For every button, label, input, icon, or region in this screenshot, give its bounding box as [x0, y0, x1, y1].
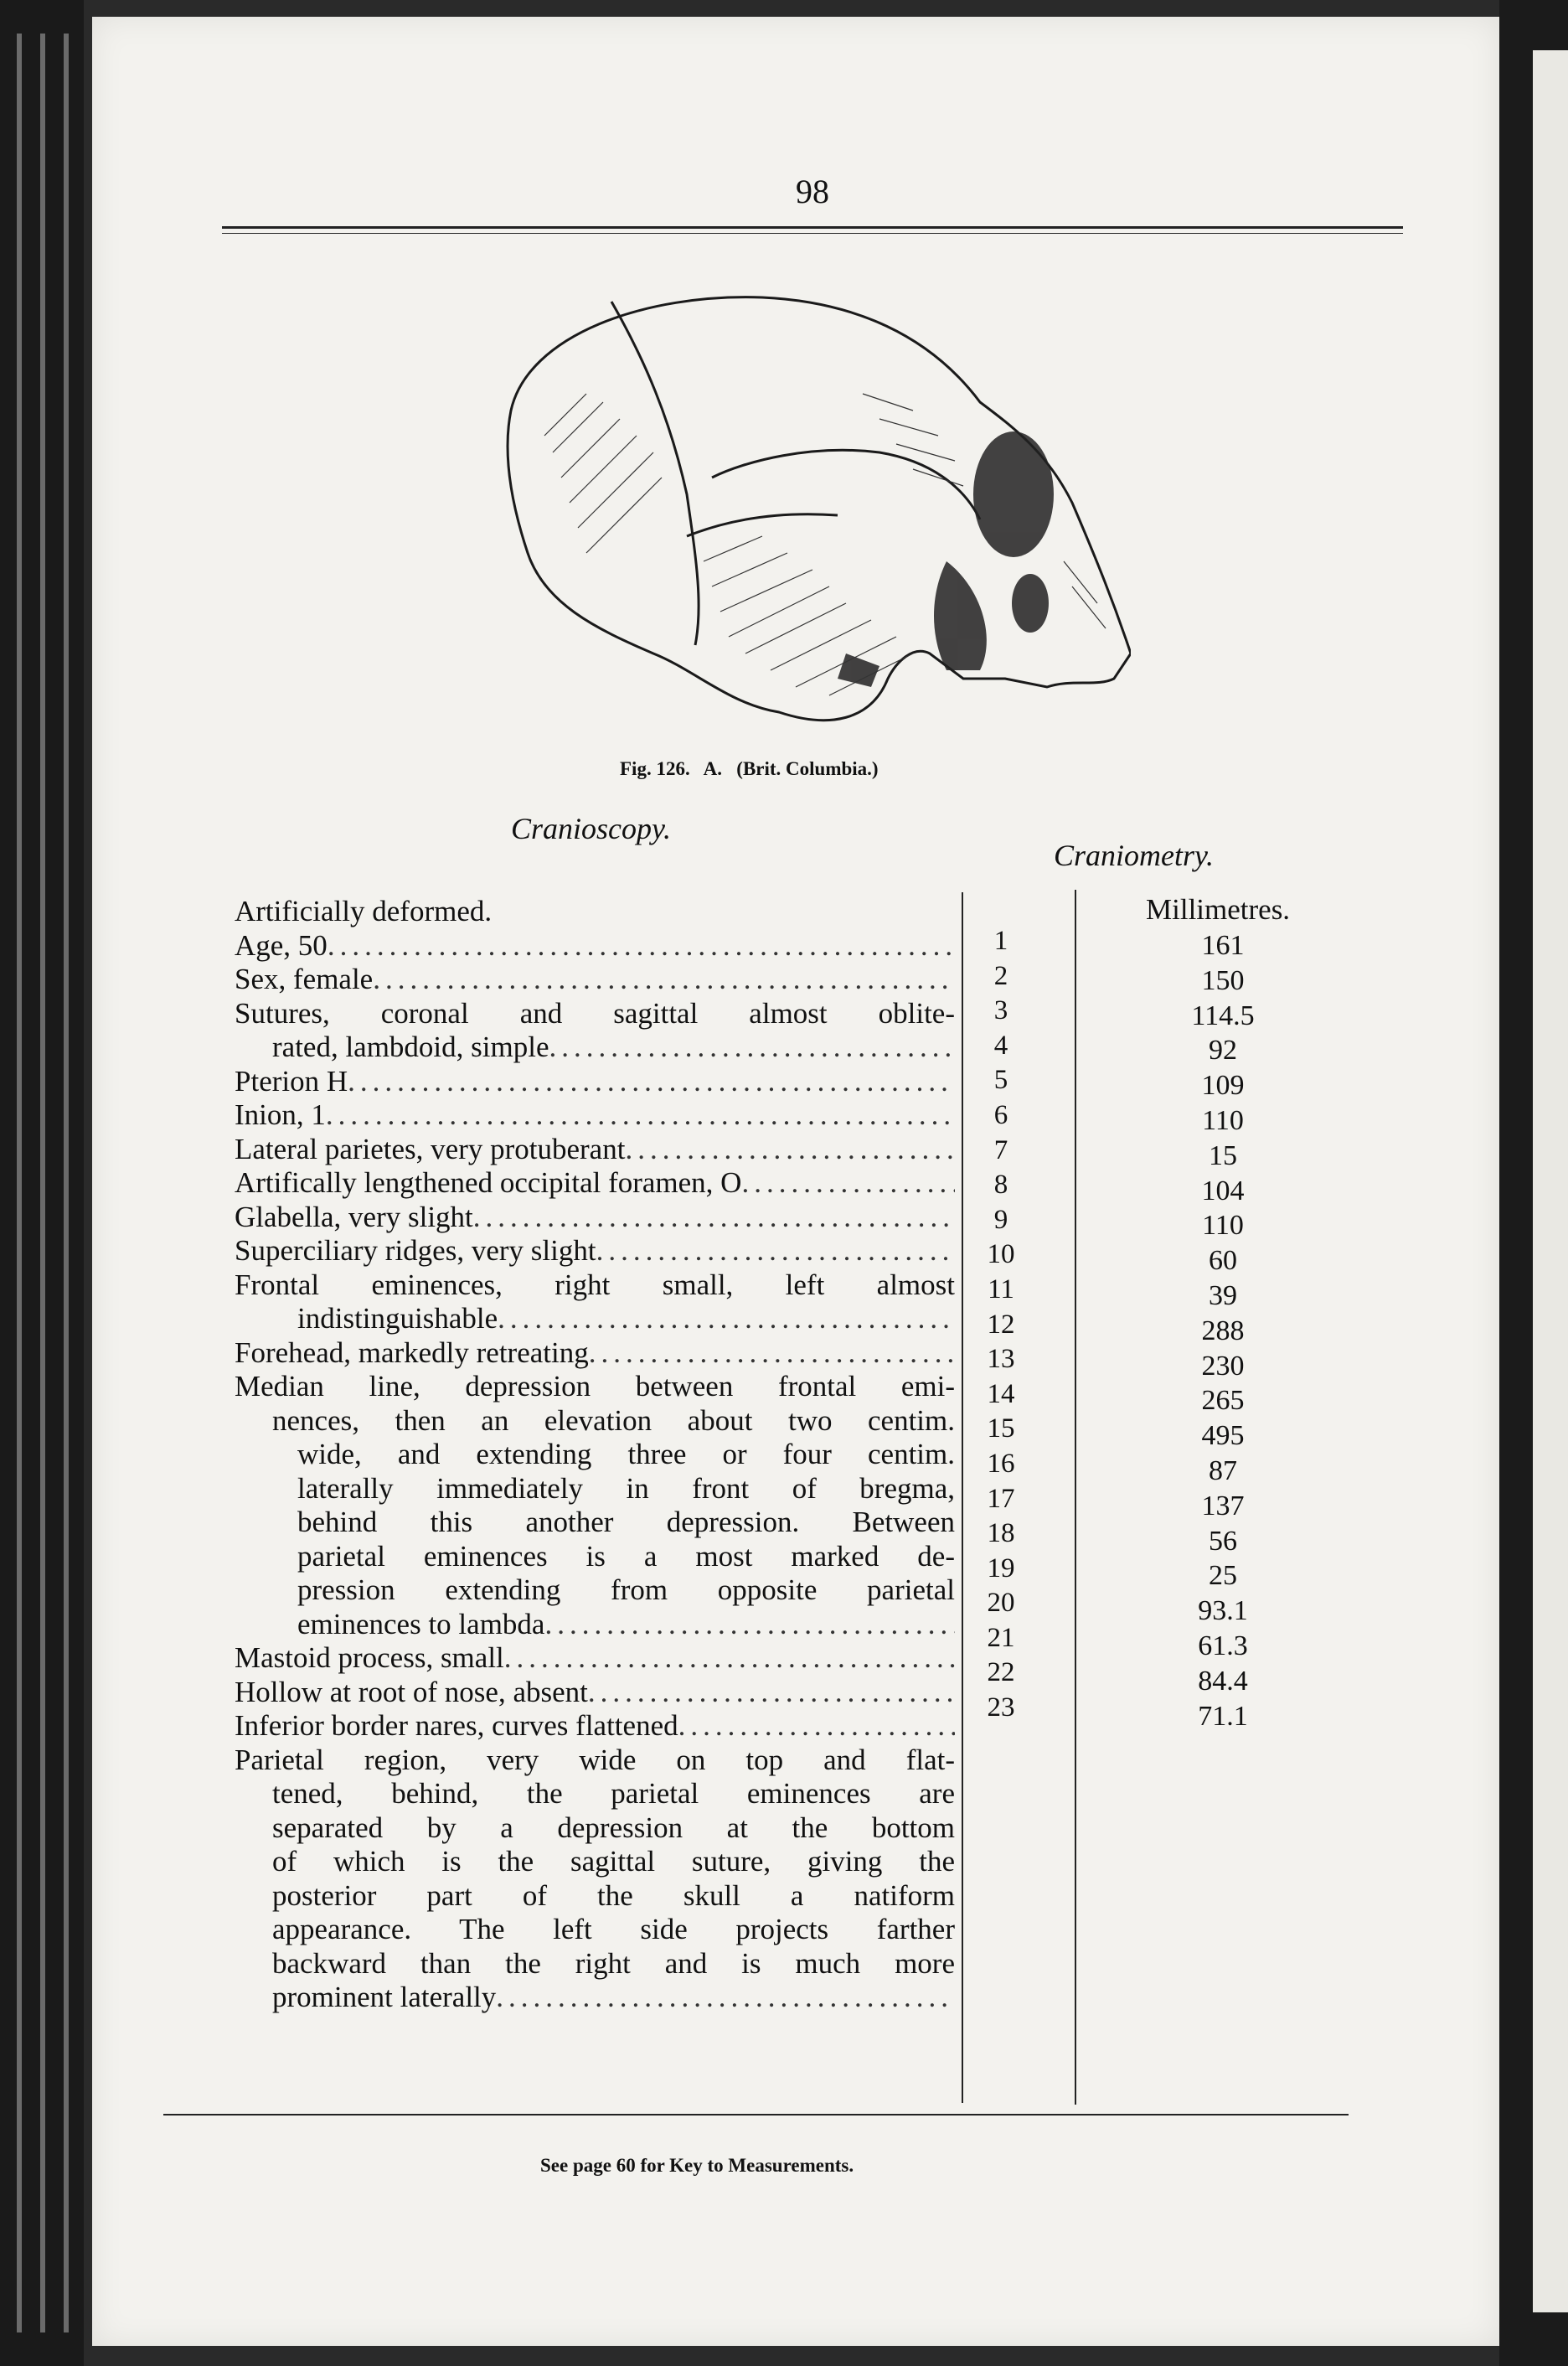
entry-text: Hollow at root of nose, absent [235, 1675, 588, 1708]
entry-line [235, 963, 955, 997]
measurement-number: 2 [993, 960, 1008, 991]
entry-line [235, 1302, 955, 1336]
measurement-number: 1 [993, 926, 1008, 956]
dot-leader [348, 1065, 955, 1099]
measurement-value: 109 [1201, 1070, 1245, 1102]
entry-line: of which is the sagittal suture, giving the [272, 1845, 955, 1878]
dot-leader [678, 1709, 955, 1744]
entry-text: Superciliary ridges, very slight [235, 1234, 596, 1267]
entry-line: pression extending from opposite parietal [297, 1573, 955, 1606]
entry-line [235, 1608, 955, 1642]
entry-line [235, 929, 955, 963]
measurement-number: 10 [987, 1239, 1015, 1270]
cranioscopy-entry [235, 1676, 955, 1710]
skull-illustration [494, 285, 1131, 754]
measurement-values [1148, 928, 1298, 1733]
cranioscopy-entry [235, 895, 955, 929]
entry-line: Median line, depression between frontal emi- [235, 1370, 955, 1403]
measurement-value: 288 [1201, 1315, 1245, 1346]
measurement-value: 39 [1209, 1279, 1237, 1311]
measurement-value: 161 [1201, 930, 1245, 961]
entry-text: Inion, 1 [235, 1098, 326, 1131]
dot-leader [596, 1234, 955, 1268]
measurement-value: 56 [1209, 1525, 1237, 1557]
entry-line [235, 1031, 955, 1065]
entry-text: Sex, female [235, 963, 374, 995]
measurement-number: 14 [987, 1378, 1015, 1409]
dot-leader [625, 1133, 955, 1167]
cranioscopy-entry [235, 1234, 955, 1268]
measurement-value: 150 [1201, 964, 1245, 996]
cranioscopy-entry [235, 1268, 955, 1336]
entry-text: indistinguishable [297, 1302, 498, 1335]
cranioscopy-heading: Cranioscopy. [511, 812, 672, 845]
entry-line [235, 1098, 955, 1133]
measurement-value: 114.5 [1191, 1000, 1255, 1031]
cranioscopy-entry [235, 1336, 955, 1371]
measurement-number: 22 [987, 1657, 1015, 1688]
dot-leader [373, 963, 955, 997]
measurement-value: 84.4 [1198, 1665, 1248, 1697]
cranioscopy-entry [235, 929, 955, 963]
measurement-value: 61.3 [1198, 1630, 1248, 1661]
measurement-number: 12 [987, 1309, 1015, 1340]
entry-line: tened, behind, the parietal eminences are [272, 1777, 955, 1810]
entry-line [235, 1133, 955, 1167]
entry-line: backward than the right and is much more [272, 1946, 955, 1980]
dot-leader [544, 1608, 955, 1642]
cranioscopy-entry [235, 1098, 955, 1133]
dot-leader [589, 1336, 955, 1371]
page-number: 98 [796, 173, 829, 210]
measurement-number: 16 [987, 1448, 1015, 1479]
dot-leader [496, 1981, 955, 2015]
measurement-value: 137 [1201, 1490, 1245, 1521]
header-rule-thin [222, 233, 1403, 234]
entry-text: prominent laterally [272, 1981, 497, 2013]
millimetres-header: Millimetres. [1146, 893, 1291, 926]
dot-leader [326, 1098, 955, 1133]
measurement-value: 25 [1209, 1560, 1237, 1592]
measurement-value: 93.1 [1198, 1595, 1248, 1627]
entry-line: nences, then an elevation about two centim. [272, 1403, 955, 1437]
measurement-value: 71.1 [1198, 1700, 1248, 1732]
entry-line [235, 1981, 955, 2015]
measurement-value: 110 [1202, 1104, 1244, 1136]
measurement-value: 15 [1209, 1139, 1237, 1171]
entry-text: rated, lambdoid, simple [272, 1031, 549, 1063]
entry-text: Age, 50 [235, 928, 328, 962]
cranioscopy-entry [235, 1744, 955, 2015]
measurement-number: 19 [987, 1552, 1015, 1583]
dot-leader [588, 1676, 955, 1710]
measurement-number: 23 [987, 1692, 1015, 1723]
measurement-number: 7 [993, 1134, 1008, 1165]
measurement-number: 3 [993, 995, 1008, 1026]
entry-text: Mastoid process, small [235, 1641, 504, 1674]
dot-leader [741, 1166, 955, 1201]
measurement-number: 9 [993, 1204, 1008, 1235]
entry-line [235, 1201, 955, 1235]
entry-line [235, 1709, 955, 1744]
figure-caption: Fig. 126. A. (Brit. Columbia.) [620, 758, 879, 779]
footnote: See page 60 for Key to Measurements. [540, 2155, 854, 2176]
header-rule [222, 226, 1403, 229]
craniometry-heading: Craniometry. [1054, 839, 1215, 872]
entry-text: Artifically lengthened occipital foramen, O [235, 1166, 742, 1199]
measurement-value: 87 [1209, 1454, 1237, 1486]
cranioscopy-entry [235, 1641, 955, 1676]
measurement-value: 230 [1201, 1350, 1245, 1382]
measurement-number: 17 [987, 1483, 1015, 1514]
dot-leader [328, 929, 955, 963]
entry-line: separated by a depression at the bottom [272, 1811, 955, 1844]
entry-line: Artificially deformed. [235, 895, 493, 927]
measurement-number: 8 [993, 1170, 1008, 1201]
measurement-number: 15 [987, 1413, 1015, 1444]
entry-text: Forehead, markedly retreating [235, 1335, 589, 1369]
measurement-value: 110 [1202, 1210, 1244, 1242]
footer-rule [163, 2114, 1349, 2115]
entry-line [235, 1166, 955, 1201]
entry-text: Inferior border nares, curves flattened [235, 1709, 678, 1742]
dot-leader [504, 1641, 955, 1676]
entry-line [235, 1234, 955, 1268]
facing-page-edge [1533, 50, 1568, 2312]
measurement-number: 5 [993, 1065, 1008, 1096]
measurement-value: 265 [1201, 1385, 1245, 1417]
cranioscopy-entry [235, 1201, 955, 1235]
cranioscopy-entry [235, 1133, 955, 1167]
entry-line [235, 1065, 955, 1099]
measurement-number: 18 [987, 1518, 1015, 1549]
entry-line: Sutures, coronal and sagittal almost oblite- [235, 996, 955, 1030]
cranioscopy-entry [235, 963, 955, 997]
entry-line [235, 1676, 955, 1710]
entry-line: posterior part of the skull a natiform [272, 1878, 955, 1912]
entry-text: Lateral parietes, very protuberant [235, 1132, 626, 1165]
entry-line: appearance. The left side projects farther [272, 1913, 955, 1945]
entry-line: Parietal region, very wide on top and flat- [235, 1743, 955, 1776]
dot-leader [498, 1302, 955, 1336]
cranioscopy-entry [235, 1370, 955, 1641]
dot-leader [473, 1201, 955, 1235]
entry-line: Frontal eminences, right small, left almost [235, 1268, 955, 1301]
cranioscopy-entry [235, 1166, 955, 1201]
entry-line [235, 1641, 955, 1676]
entry-line: laterally immediately in front of bregma, [297, 1471, 955, 1505]
cranioscopy-entries [235, 895, 955, 2015]
column-divider-right [1075, 890, 1076, 2105]
measurement-value: 495 [1201, 1420, 1245, 1452]
entry-line: behind this another depression. Between [297, 1506, 955, 1538]
measurement-numbers [955, 924, 1047, 1726]
measurement-value: 92 [1209, 1035, 1237, 1067]
book-binding-edge [0, 0, 84, 2366]
measurement-number: 21 [987, 1622, 1015, 1653]
entry-line: parietal eminences is a most marked de- [297, 1539, 955, 1573]
measurement-value: 60 [1209, 1245, 1237, 1277]
measurement-number: 20 [987, 1588, 1015, 1619]
cranioscopy-entry [235, 1065, 955, 1099]
measurement-number: 6 [993, 1099, 1008, 1130]
entry-text: Pterion H [235, 1064, 348, 1098]
entry-text: eminences to lambda [297, 1607, 545, 1640]
cranioscopy-entry [235, 997, 955, 1065]
measurement-number: 4 [993, 1030, 1008, 1061]
entry-line: wide, and extending three or four centim. [297, 1438, 955, 1470]
measurement-number: 11 [988, 1273, 1014, 1304]
measurement-number: 13 [987, 1344, 1015, 1375]
measurement-value: 104 [1201, 1175, 1245, 1206]
entry-line [235, 1336, 955, 1371]
cranioscopy-entry [235, 1709, 955, 1744]
entry-text: Glabella, very slight [235, 1200, 473, 1233]
dot-leader [549, 1031, 955, 1065]
